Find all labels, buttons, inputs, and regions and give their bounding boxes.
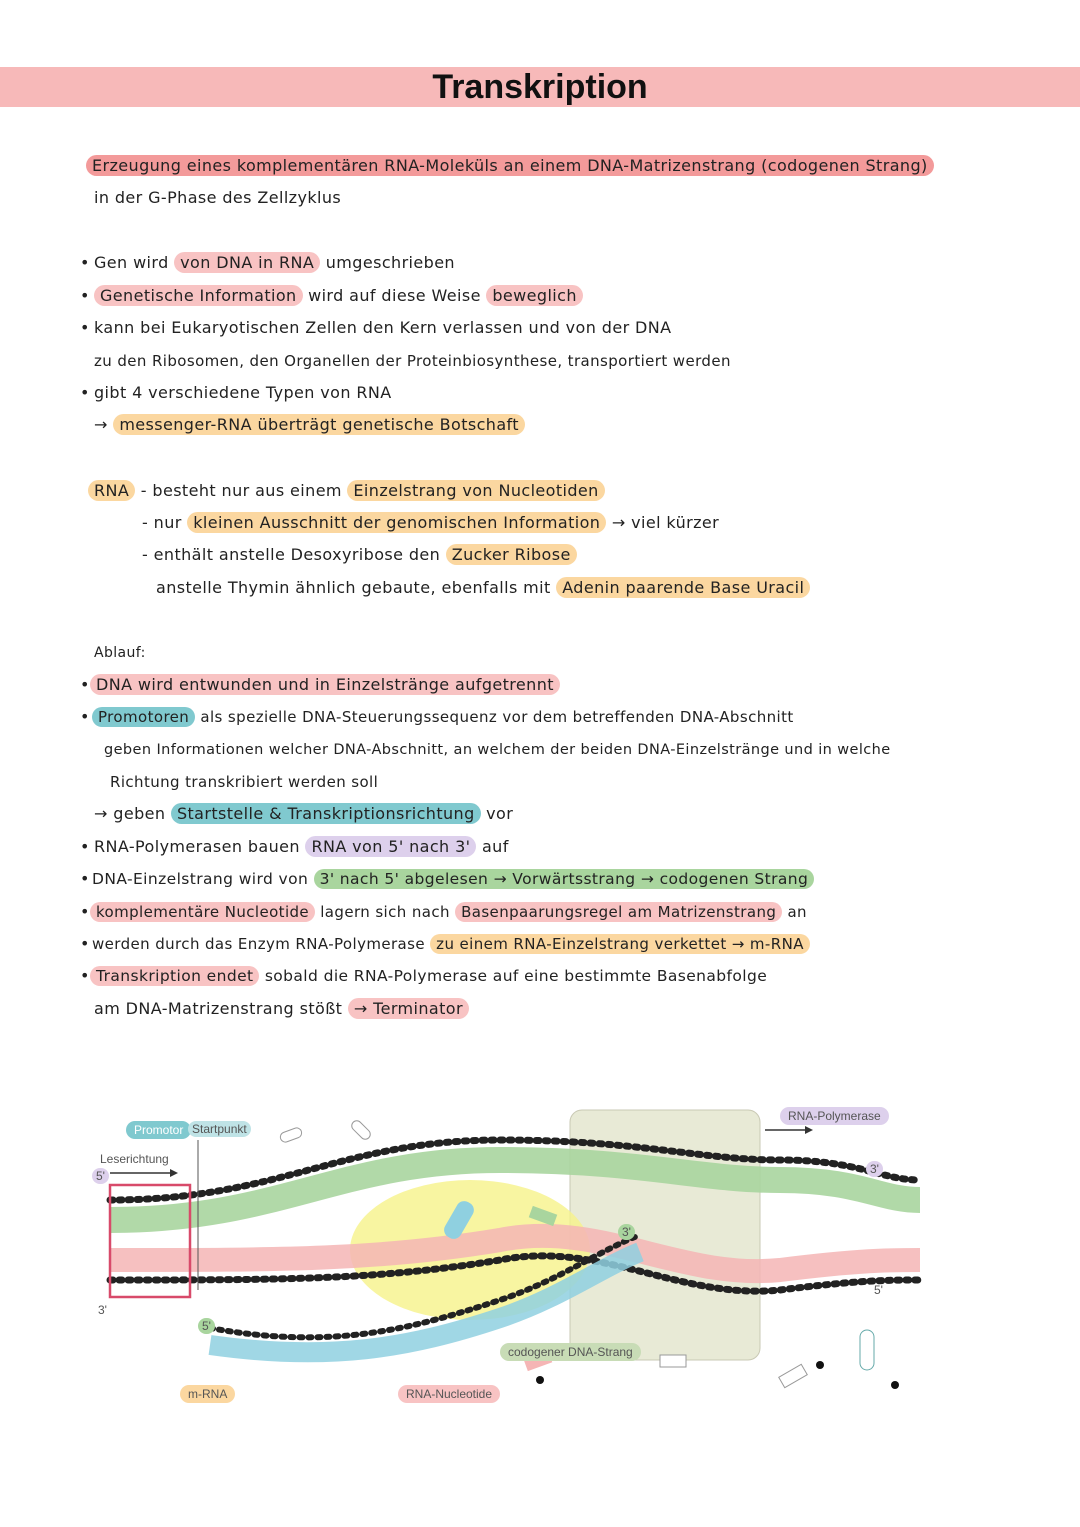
mrna-label: m-RNA	[180, 1385, 235, 1403]
highlight: Promotoren	[92, 707, 195, 727]
bullet-3: kann bei Eukaryotischen Zellen den Kern verlassen und von der DNA	[94, 318, 672, 337]
bullet-4: gibt 4 verschiedene Typen von RNA	[94, 383, 392, 402]
intro-line-1	[86, 154, 934, 178]
step-2-sub	[94, 802, 513, 826]
rna-nucleotide-label: RNA-Nucleotide	[398, 1385, 500, 1403]
page-title: Transkription	[432, 68, 648, 106]
bullet-dot: •	[80, 286, 90, 305]
text: anstelle Thymin ähnlich gebaute, ebenfalls mit	[156, 578, 551, 597]
five-prime-mrna-label: 5'	[198, 1318, 215, 1334]
three-prime-right-label: 3'	[866, 1161, 883, 1177]
bullet-2	[94, 284, 583, 308]
bullet-dot: •	[80, 253, 90, 272]
text: auf	[481, 837, 509, 856]
bullet-dot: •	[80, 902, 90, 921]
highlight: Zucker Ribose	[446, 544, 577, 565]
highlight: Genetische Information	[94, 285, 303, 306]
three-prime-mid-label: 3'	[618, 1224, 635, 1240]
bullet-dot: •	[80, 869, 90, 888]
bullet-dot: •	[80, 383, 90, 402]
text: als spezielle DNA-Steuerungssequenz vor dem betreffenden DNA-Abschnitt	[200, 708, 794, 726]
bullet-4-sub	[94, 413, 525, 437]
bullet-dot: •	[80, 707, 90, 726]
highlight: DNA wird entwunden und in Einzelstränge aufgetrennt	[90, 674, 560, 695]
highlight: von DNA in RNA	[174, 252, 320, 273]
step-5	[90, 900, 807, 924]
rna-line-2	[142, 511, 719, 535]
text: sobald die RNA-Polymerase auf eine bestimmte Basenabfolge	[264, 967, 768, 985]
rna-line-3	[142, 543, 577, 567]
transcription-diagram-svg	[80, 1100, 940, 1420]
highlight: → Terminator	[348, 998, 469, 1019]
text: wird auf diese Weise	[308, 286, 481, 305]
rna-line-4	[156, 576, 810, 600]
text: DNA-Einzelstrang wird von	[92, 870, 309, 888]
five-prime-right-label: 5'	[874, 1283, 883, 1297]
text: - besteht nur aus einem	[140, 481, 342, 500]
step-2	[92, 705, 794, 729]
text: → viel kürzer	[611, 513, 720, 532]
highlight: Startstelle & Transkriptionsrichtung	[171, 803, 481, 824]
text: - enthält anstelle Desoxyribose den	[142, 545, 441, 564]
rna-line-1	[88, 479, 605, 503]
step-2-cont: geben Informationen welcher DNA-Abschnitt, an welchem der beiden DNA-Einzelstränge und in welche	[104, 742, 891, 758]
text: an	[787, 903, 807, 921]
promotor-label: Promotor	[126, 1121, 191, 1139]
bullet-3-cont: zu den Ribosomen, den Organellen der Proteinbiosynthese, transportiert werden	[94, 352, 731, 370]
text: - nur	[142, 513, 182, 532]
highlight: Transkription endet	[90, 966, 259, 986]
step-4	[92, 867, 814, 891]
highlight: Einzelstrang von Nucleotiden	[347, 480, 604, 501]
text: Gen wird	[94, 253, 169, 272]
bullet-dot: •	[80, 966, 90, 985]
arrow-icon: →	[94, 415, 108, 434]
text: lagern sich nach	[320, 903, 450, 921]
bullet-dot: •	[80, 675, 90, 694]
leserichtung-label: Leserichtung	[100, 1152, 169, 1166]
startpunkt-label: Startpunkt	[188, 1121, 251, 1137]
five-prime-left-label: 5'	[92, 1168, 109, 1184]
arrow-head-icon	[805, 1126, 813, 1134]
highlight: zu einem RNA-Einzelstrang verkettet → m-RNA	[430, 934, 810, 954]
highlight: RNA von 5' nach 3'	[305, 836, 476, 857]
text: werden durch das Enzym RNA-Polymerase	[92, 935, 425, 953]
bullet-1	[94, 251, 455, 275]
text: umgeschrieben	[325, 253, 455, 272]
highlight: beweglich	[486, 285, 583, 306]
step-7	[90, 964, 767, 988]
bullet-dot: •	[80, 318, 90, 337]
bullet-dot: •	[80, 934, 90, 953]
transcription-diagram	[80, 1100, 940, 1420]
text: RNA-Polymerasen bauen	[94, 837, 300, 856]
three-prime-left-label: 3'	[98, 1303, 107, 1317]
text: am DNA-Matrizenstrang stößt	[94, 999, 343, 1018]
codogener-strang-label: codogener DNA-Strang	[500, 1343, 641, 1361]
step-1	[90, 673, 560, 697]
step-3	[94, 835, 509, 859]
step-7-cont	[94, 997, 469, 1021]
highlight: messenger-RNA überträgt genetische Botschaft	[113, 414, 525, 435]
highlight: 3' nach 5' abgelesen → Vorwärtsstrang → codogenen Strang	[314, 869, 815, 889]
text: → geben	[94, 804, 166, 823]
intro-line-2: in der G-Phase des Zellzyklus	[94, 188, 342, 207]
step-2-cont2: Richtung transkribiert werden soll	[110, 773, 379, 791]
rna-polymerase-label: RNA-Polymerase	[780, 1107, 889, 1125]
rna-label: RNA	[88, 480, 135, 501]
highlight: Basenpaarungsregel am Matrizenstrang	[455, 902, 782, 922]
highlight: komplementäre Nucleotide	[90, 902, 315, 922]
text: vor	[486, 804, 514, 823]
step-6	[92, 932, 810, 956]
ablauf-heading: Ablauf:	[94, 645, 146, 661]
highlight: kleinen Ausschnitt der genomischen Information	[187, 512, 606, 533]
highlight: Adenin paarende Base Uracil	[556, 577, 810, 598]
bullet-dot: •	[80, 837, 90, 856]
arrow-head-icon	[170, 1169, 178, 1177]
intro-highlight: Erzeugung eines komplementären RNA-Moleküls an einem DNA-Matrizenstrang (codogenen Strang)	[86, 155, 934, 176]
